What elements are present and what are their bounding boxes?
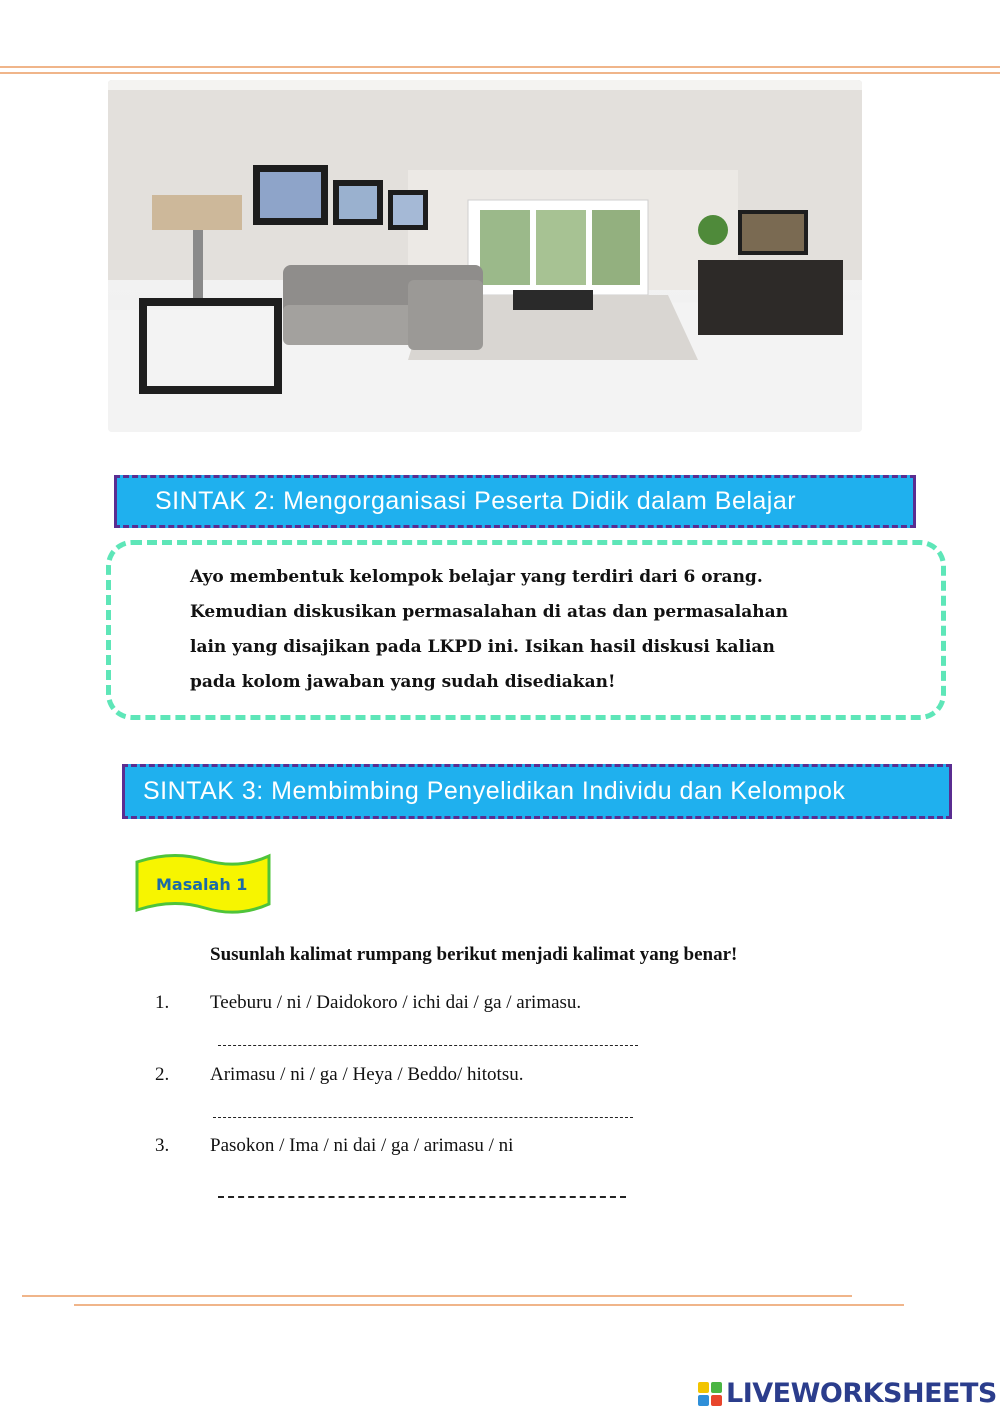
liveworksheets-wordmark: LIVEWORKSHEETS (726, 1378, 997, 1409)
living-room-photo (108, 80, 862, 432)
bottom-rule-2 (74, 1304, 904, 1306)
instruction-line-1: Ayo membentuk kelompok belajar yang terdiri dari 6 orang. (190, 567, 763, 587)
question-1-text: Teeburu / ni / Daidokoro / ichi dai / ga / arimasu. (210, 992, 582, 1013)
question-2-text: Arimasu / ni / ga / Heya / Beddo/ hitotsu. (210, 1064, 524, 1085)
question-3-number: 3. (155, 1135, 170, 1156)
instruction-line-2: Kemudian diskusikan permasalahan di atas dan permasalahan (190, 602, 789, 622)
living-room-illustration (108, 80, 862, 432)
task-instruction: Susunlah kalimat rumpang berikut menjadi kalimat yang benar! (210, 944, 738, 965)
answer-line-1[interactable] (218, 1045, 638, 1046)
masalah-label: Masalah 1 (156, 875, 248, 894)
question-1-number: 1. (155, 992, 170, 1013)
sintak-2-banner (114, 475, 916, 528)
answer-line-2[interactable] (213, 1117, 633, 1118)
question-3-text: Pasokon / Ima / ni dai / ga / arimasu / ni (210, 1135, 514, 1156)
question-2-number: 2. (155, 1064, 170, 1085)
top-rule (0, 66, 1000, 68)
top-rule-2 (0, 72, 1000, 74)
instruction-line-3: lain yang disajikan pada LKPD ini. Isikan hasil diskusi kalian (190, 637, 775, 657)
sintak-3-title: SINTAK 3: Membimbing Penyelidikan Individu dan Kelompok (143, 777, 846, 805)
sintak-3-banner (122, 764, 952, 819)
liveworksheets-logo (698, 1378, 997, 1409)
liveworksheets-mark-icon (698, 1382, 722, 1406)
answer-line-3[interactable] (218, 1196, 626, 1198)
instruction-line-4: pada kolom jawaban yang sudah disediakan! (190, 672, 616, 692)
bottom-rule (22, 1295, 852, 1297)
sintak-2-title: SINTAK 2: Mengorganisasi Peserta Didik dalam Belajar (155, 487, 797, 515)
instruction-text (190, 560, 870, 700)
